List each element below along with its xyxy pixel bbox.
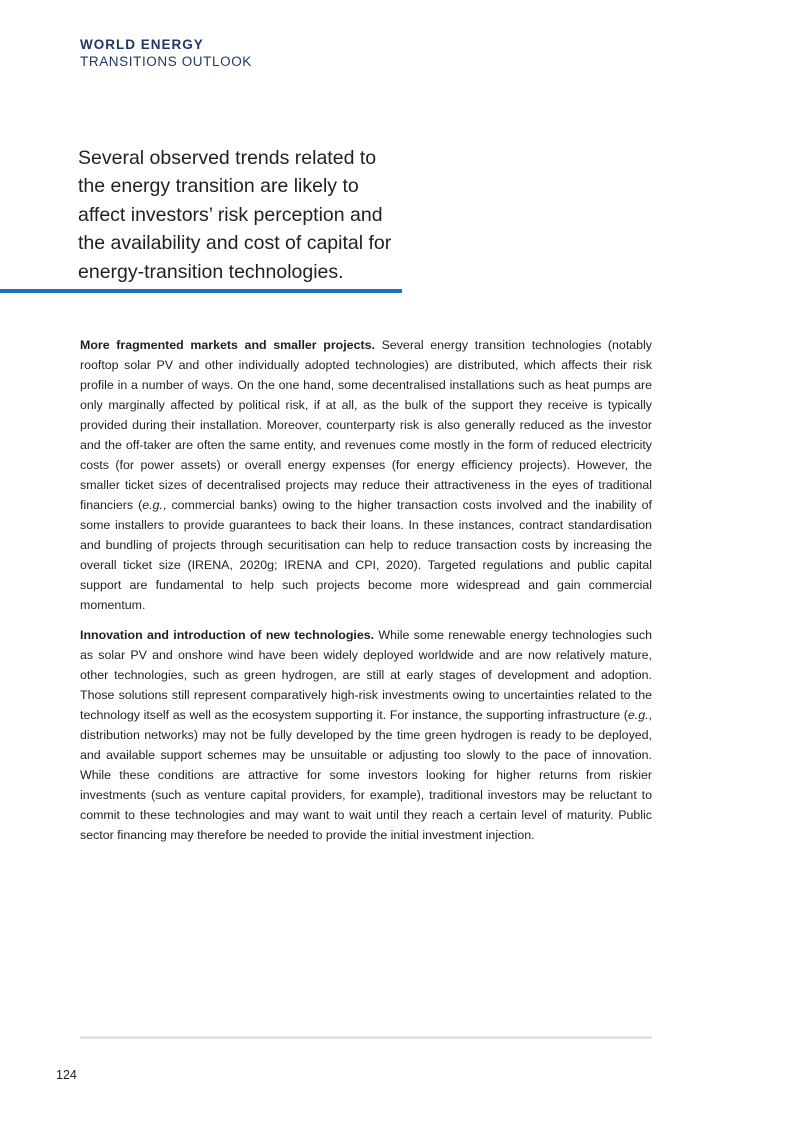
paragraph-italic: e.g. [142, 498, 163, 512]
paragraph-fragmented-markets [80, 335, 652, 615]
body-text [80, 335, 652, 855]
paragraph-italic: e.g. [627, 708, 649, 722]
paragraph-text: , distribution networks) may not be fully developed by the time green hydrogen is ready to be deployed, and available support schemes may be unsuitable or adjusting too slowly to the pace of innovation. While these conditions are attractive for some investors looking for higher returns from riskier investments (such as venture capital providers, for example), traditional investors may be reluctant to commit to these technologies and may want to wait until they reach a certain level of maturity. Public sector financing may therefore be needed to provide the initial investment injection. [80, 708, 652, 842]
running-header [80, 36, 252, 71]
paragraph-text: Several energy transition technologies (notably rooftop solar PV and other individually adopted technologies) are distributed, which affects their risk profile in a number of ways. On the one hand, some decentralised installations such as heat pumps are only marginally affected by political risk, if at all, as the bulk of the support they receive is typically provided during their installation. Moreover, counterparty risk is also generally reduced as the investor and the off-taker are often the same entity, and revenues come mostly in the form of reduced electricity costs (for power assets) or overall energy expenses (for energy efficiency projects). However, the smaller ticket sizes of decentralised projects may reduce their attractiveness in the eyes of traditional financiers ( [80, 338, 652, 512]
footer-rule [80, 1036, 652, 1039]
report-title: WORLD ENERGY [80, 37, 204, 52]
pull-quote: Several observed trends related to the energy transition are likely to affect investors’ risk perception and the availability and cost of capital for energy-transition technologies. [78, 147, 392, 283]
paragraph-text: While some renewable energy technologies such as solar PV and onshore wind have been widely deployed worldwide and are now relatively mature, other technologies, such as green hydrogen, are still at early stages of development and adoption. Those solutions still represent comparatively high-risk investments owing to uncertainties related to the technology itself as well as the ecosystem supporting it. For instance, the supporting infrastructure ( [80, 628, 652, 722]
paragraph-text: , commercial banks) owing to the higher transaction costs involved and the inability of some installers to provide guarantees to back their loans. In these instances, contract standardisation and bundling of projects through securitisation can help to reduce transaction costs by increasing the overall ticket size (IRENA, 2020g; IRENA and CPI, 2020). Targeted regulations and public capital support are fundamental to help such projects become more widespread and gain commercial momentum. [80, 498, 652, 612]
paragraph-lead: Innovation and introduction of new technologies. [80, 628, 375, 642]
page-number: 124 [56, 1068, 77, 1082]
report-subtitle: TRANSITIONS OUTLOOK [80, 54, 252, 69]
paragraph-lead: More fragmented markets and smaller projects. [80, 338, 375, 352]
pull-quote-rule [0, 289, 402, 293]
paragraph-innovation [80, 625, 652, 845]
